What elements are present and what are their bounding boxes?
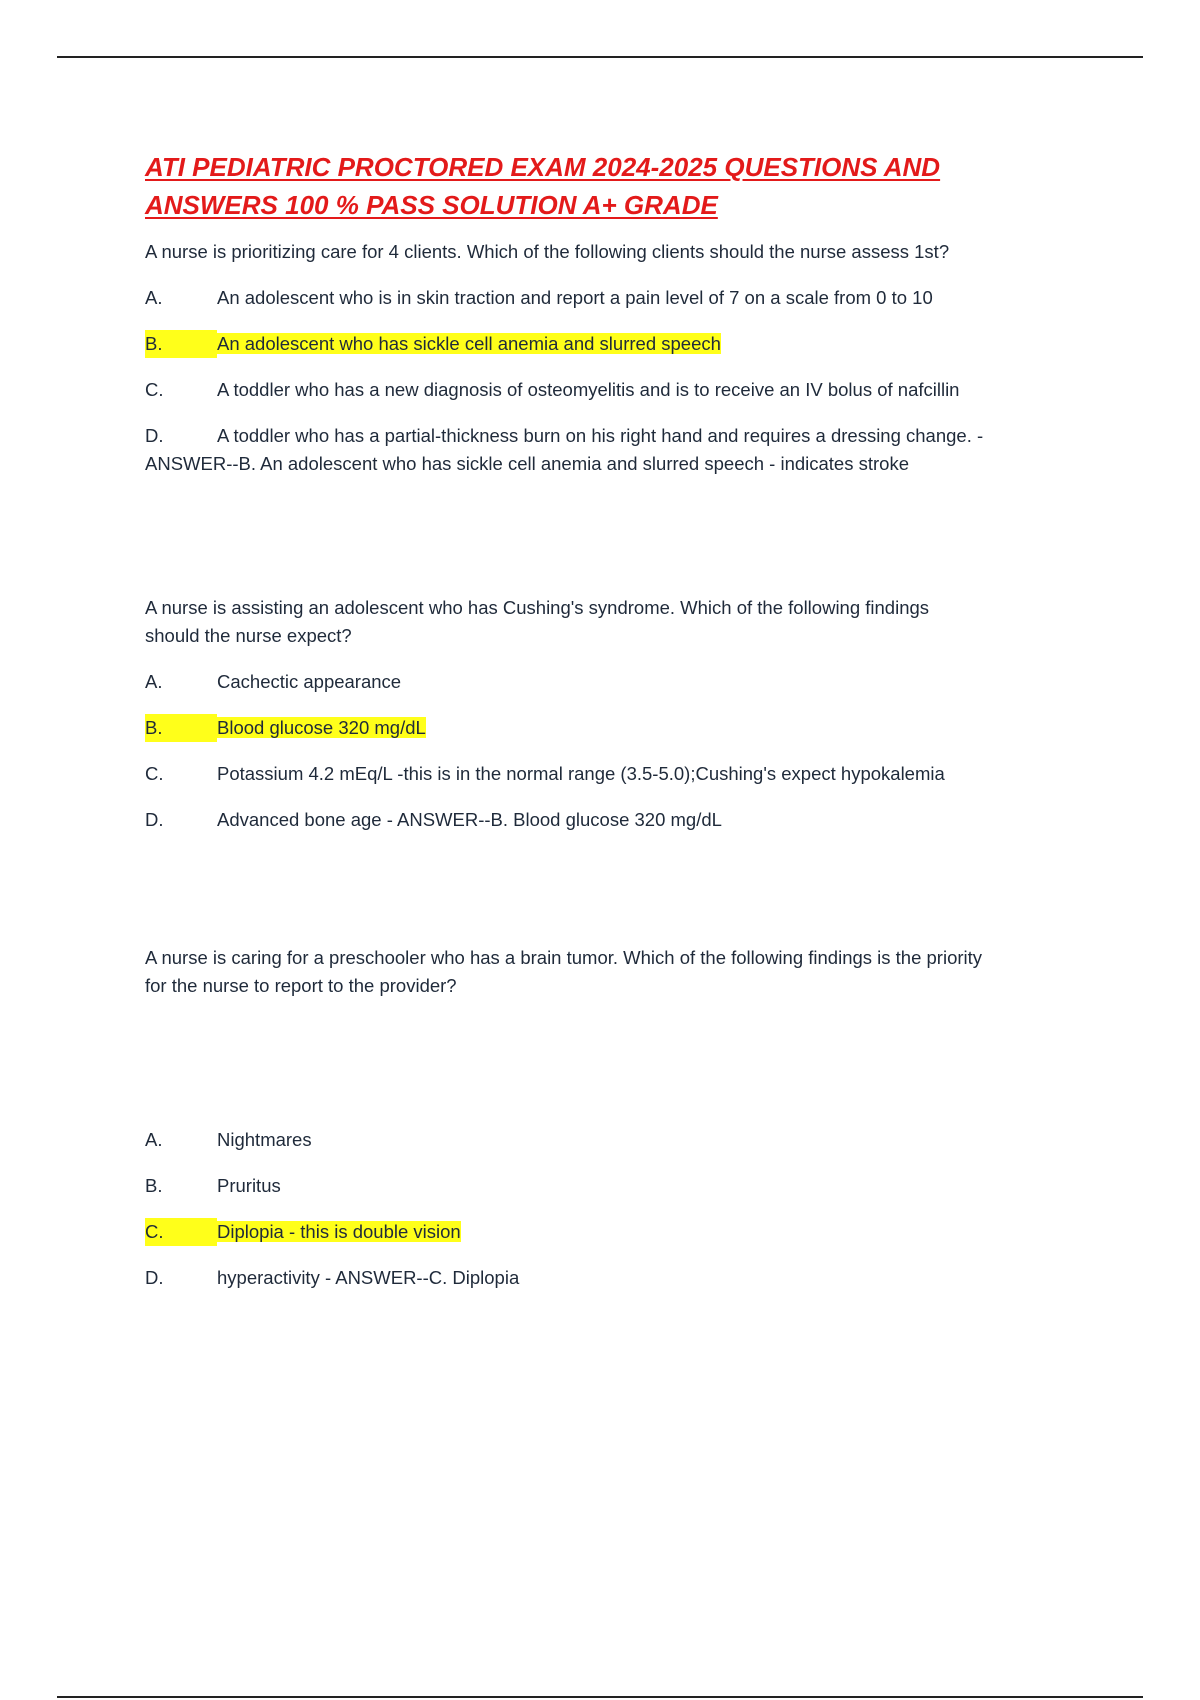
option-text: An adolescent who has sickle cell anemia and slurred speech (217, 333, 721, 354)
question-2-option-d (145, 806, 1045, 834)
question-2-option-a (145, 668, 1045, 696)
option-letter: C. (145, 1218, 217, 1246)
option-text: Potassium 4.2 mEq/L -this is in the normal range (3.5-5.0);Cushing's expect hypokalemia (217, 763, 945, 784)
option-text: hyperactivity - ANSWER--C. Diplopia (217, 1267, 520, 1288)
option-text: Pruritus (217, 1175, 281, 1196)
option-letter: B. (145, 1175, 163, 1196)
question-2-text: A nurse is assisting an adolescent who has Cushing's syndrome. Which of the following findings should the nurse expect? (145, 597, 930, 646)
question-3-option-c (145, 1218, 1045, 1246)
question-1-option-b (145, 330, 1045, 358)
title-line-1: ATI PEDIATRIC PROCTORED EXAM 2024-2025 QUESTIONS AND (145, 152, 941, 182)
option-letter: A. (145, 671, 163, 692)
question-1 (145, 238, 1045, 478)
option-letter: B. (145, 330, 217, 358)
question-3-option-d (145, 1264, 1045, 1292)
option-text: Advanced bone age - ANSWER--B. Blood glucose 320 mg/dL (217, 809, 722, 830)
question-2-option-c (145, 760, 1045, 788)
question-2 (145, 594, 1045, 834)
question-3-option-a (145, 1126, 1045, 1154)
option-text: Nightmares (217, 1129, 312, 1150)
option-letter: C. (145, 763, 164, 784)
option-text: Blood glucose 320 mg/dL (217, 717, 426, 738)
top-rule (57, 56, 1143, 58)
question-1-option-a (145, 284, 1045, 312)
question-2-option-b (145, 714, 1045, 742)
option-text: A toddler who has a new diagnosis of osteomyelitis and is to receive an IV bolus of nafcillin (217, 379, 960, 400)
document-body (145, 148, 1045, 1310)
question-1-option-c (145, 376, 985, 404)
option-letter: D. (145, 809, 164, 830)
option-letter: C. (145, 379, 164, 400)
option-text: An adolescent who is in skin traction and report a pain level of 7 on a scale from 0 to 10 (217, 287, 933, 308)
question-1-option-d (145, 422, 1005, 478)
option-letter: B. (145, 714, 217, 742)
bottom-rule (57, 1696, 1143, 1698)
option-text: Diplopia - this is double vision (217, 1221, 461, 1242)
option-letter: D. (145, 425, 164, 446)
question-3-text: A nurse is caring for a preschooler who has a brain tumor. Which of the following findings is the priority for the nurse to report to the provider? (145, 947, 983, 996)
document-title (145, 148, 1045, 224)
option-letter: D. (145, 1267, 164, 1288)
option-letter: A. (145, 287, 163, 308)
question-3 (145, 944, 1045, 1292)
option-letter: A. (145, 1129, 163, 1150)
question-3-option-b (145, 1172, 1045, 1200)
option-text: Cachectic appearance (217, 671, 402, 692)
title-line-2: ANSWERS 100 % PASS SOLUTION A+ GRADE (145, 190, 718, 220)
option-text: A toddler who has a partial-thickness burn on his right hand and requires a dressing change. - ANSWER--B. An adolescent who has sickle cell anemia and slurred speech - indicates stroke (145, 425, 984, 474)
question-1-text: A nurse is prioritizing care for 4 clients. Which of the following clients should the nurse assess 1st? (145, 241, 950, 262)
